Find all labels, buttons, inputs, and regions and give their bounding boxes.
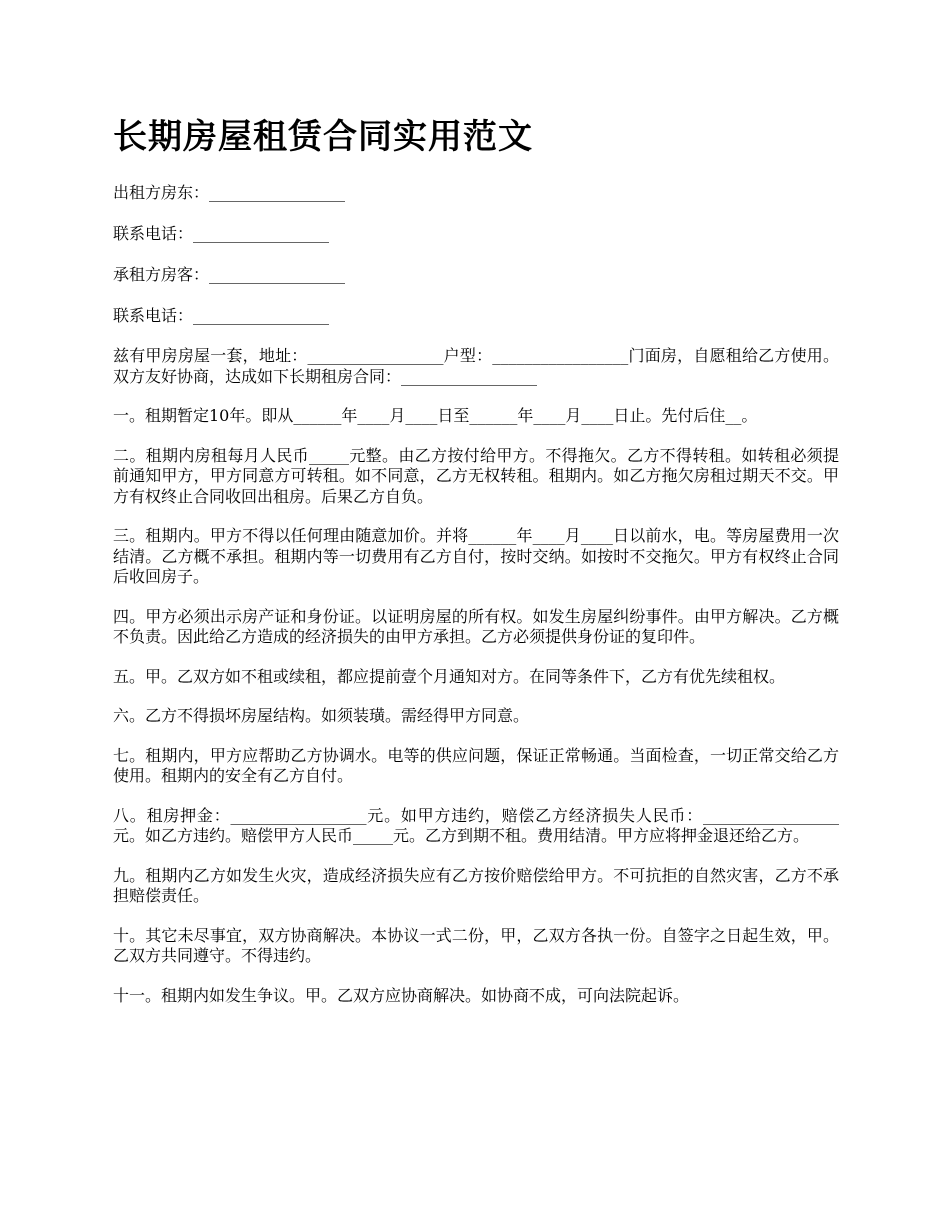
clause-7: 七。租期内，甲方应帮助乙方协调水。电等的供应问题，保证正常畅通。当面检查，一切正常交给乙方使用。租期内的安全有乙方自付。: [113, 745, 839, 785]
clause-3: 三。租期内。甲方不得以任何理由随意加价。并将______年____月____日以前水，电。等房屋费用一次结清。乙方概不承担。租期内等一切费用有乙方自付，按时交纳。如按时不交拖欠。甲方有权终止合同后收回房子。: [113, 526, 839, 586]
clause-9: 九。租期内乙方如发生火灾，造成经济损失应有乙方按价赔偿给甲方。不可抗拒的自然灾害，乙方不承担赔偿责任。: [113, 865, 839, 905]
tenant-field: 承租方房客：_________________: [113, 265, 346, 284]
landlord-field: 出租方房东：_________________: [113, 183, 346, 202]
document-title: 长期房屋租赁合同实用范文: [113, 117, 533, 157]
clause-1: 一。租期暂定10年。即从______年____月____日至______年____月____日止。先付后住__。: [113, 406, 758, 425]
landlord-phone-field: 联系电话：_________________: [113, 224, 330, 243]
intro-paragraph: 兹有甲房房屋一套，地址：_________________户型：_________________门面房，自愿租给乙方使用。双方友好协商，达成如下长期租房合同：_________________: [113, 346, 839, 386]
clause-11: 十一。租期内如发生争议。甲。乙双方应协商解决。如协商不成，可向法院起诉。: [113, 985, 690, 1005]
clause-6: 六。乙方不得损坏房屋结构。如须装璜。需经得甲方同意。: [113, 706, 530, 725]
clause-5: 五。甲。乙双方如不租或续租，都应提前壹个月通知对方。在同等条件下，乙方有优先续租权。: [113, 666, 786, 686]
tenant-phone-field: 联系电话：_________________: [113, 306, 330, 325]
clause-10: 十。其它未尽事宜，双方协商解决。本协议一式二份，甲，乙双方各执一份。自签字之日起生效，甲。乙双方共同遵守。不得违约。: [113, 925, 839, 965]
clause-2: 二。租期内房租每月人民币_____元整。由乙方按付给甲方。不得拖欠。乙方不得转租。如转租必须提前通知甲方，甲方同意方可转租。如不同意，乙方无权转租。租期内。如乙方拖欠房租过期天不交。甲方有权终止合同收回出租房。后果乙方自负。: [113, 445, 839, 506]
clause-4: 四。甲方必须出示房产证和身份证。以证明房屋的所有权。如发生房屋纠纷事件。由甲方解决。乙方概不负责。因此给乙方造成的经济损失的由甲方承担。乙方必须提供身份证的复印件。: [113, 606, 839, 646]
document-page: [113, 112, 839, 1025]
clause-8: 八。租房押金：_________________元。如甲方违约，赔偿乙方经济损失人民币：_________________元。如乙方违约。赔偿甲方人民币_____元。乙方到期不租。费用结清。甲方应将押金退还给乙方。: [113, 805, 839, 845]
